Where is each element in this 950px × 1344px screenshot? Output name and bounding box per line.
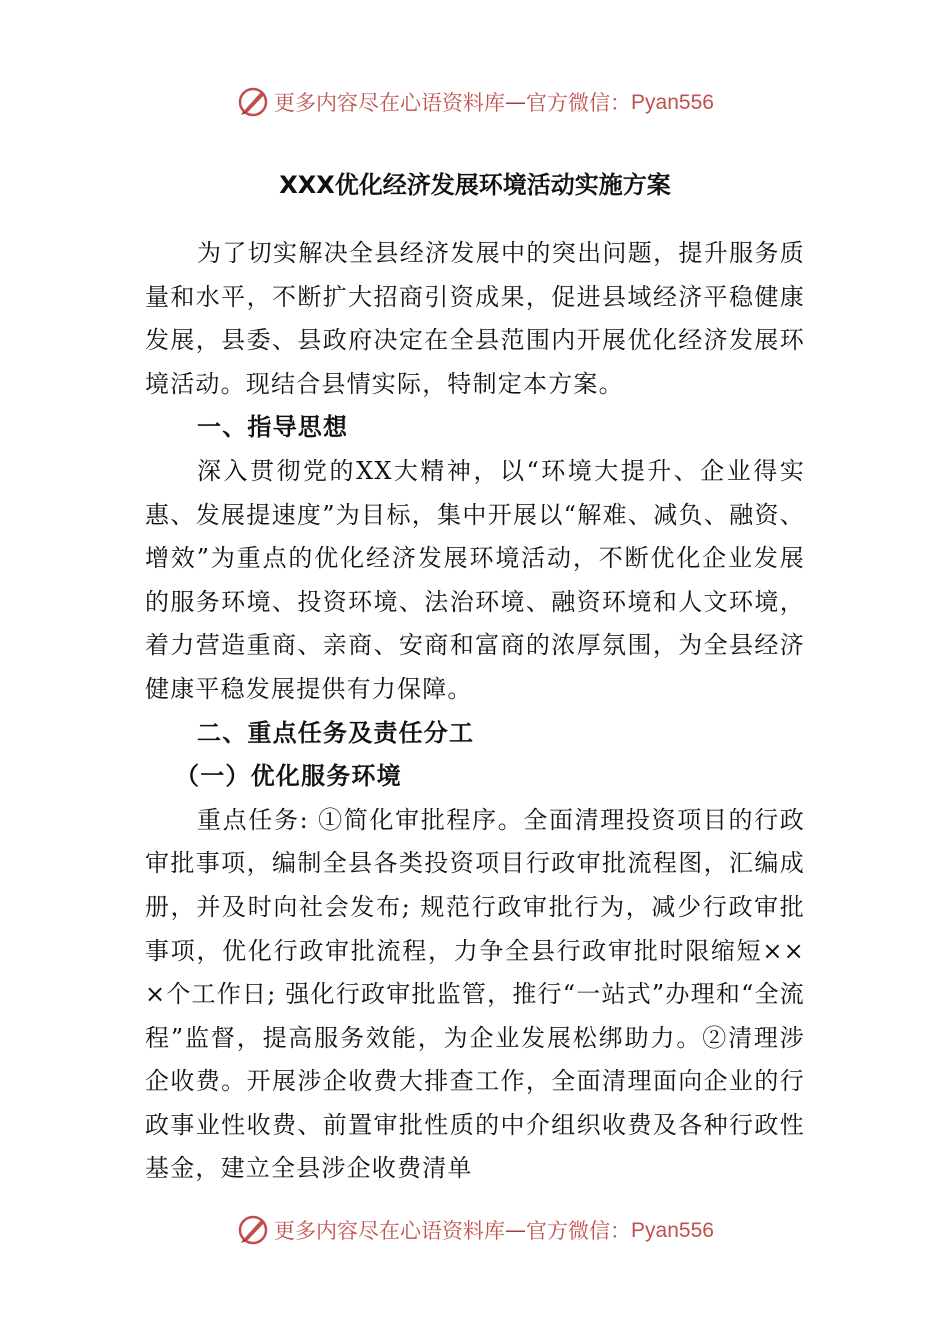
section2-sub1-heading: （一）优化服务环境 [175,762,402,791]
intro-paragraph: 为了切实解决全县经济发展中的突出问题，提升服务质量和水平，不断扩大招商引资成果，促进县域经济平稳健康发展，县委、县政府决定在全县范围内开展优化经济发展环境活动。现结合县情实际，特制定本方案。 [145,239,805,398]
document-title: XXX优化经济发展环境活动实施方案 [279,171,671,199]
quill-logo-icon [236,1213,270,1247]
header-watermark [0,82,950,122]
quill-logo-icon [236,85,270,119]
watermark-label: 官方微信： [526,91,632,115]
watermark-account: Pyan556 [631,1218,714,1242]
document-body [145,232,805,1191]
watermark-separator: — [505,90,527,114]
section2-sub1-paragraph: 重点任务: ①简化审批程序。全面清理投资项目的行政审批事项，编制全县各类投资项目行政审批流程图，汇编成册，并及时向社会发布; 规范行政审批行为，减少行政审批事项，优化行政审批流程，力争全县行政审批时限缩短×××个工作日; 强化行政审批监管，推行“一站式”办理和“全流程”监督，提高服务效能，为企业发展松绑助力。②清理涉企收费。开展涉企收费大排查工作，全面清理面向企业的行政事业性收费、前置审批性质的中介组织收费及各种行政性基金，建立全县涉企收费清单 [145,805,805,1183]
watermark-separator: — [505,1218,527,1242]
watermark-brand: 更多内容尽在心语资料库 [274,91,506,115]
section1-paragraph: 深入贯彻党的XX大精神，以“环境大提升、企业得实惠、发展提速度”为目标，集中开展以“解难、减负、融资、增效”为重点的优化经济发展环境活动，不断优化企业发展的服务环境、投资环境、法治环境、融资环境和人文环境，着力营造重商、亲商、安商和富商的浓厚氛围，为全县经济健康平稳发展提供有力保障。 [145,456,805,703]
section1-heading: 一、指导思想 [197,413,349,442]
footer-watermark [0,1210,950,1250]
section2-heading: 二、重点任务及责任分工 [197,718,475,747]
watermark-account: Pyan556 [631,90,714,114]
watermark-label: 官方微信： [526,1219,632,1243]
watermark-brand: 更多内容尽在心语资料库 [274,1219,506,1243]
